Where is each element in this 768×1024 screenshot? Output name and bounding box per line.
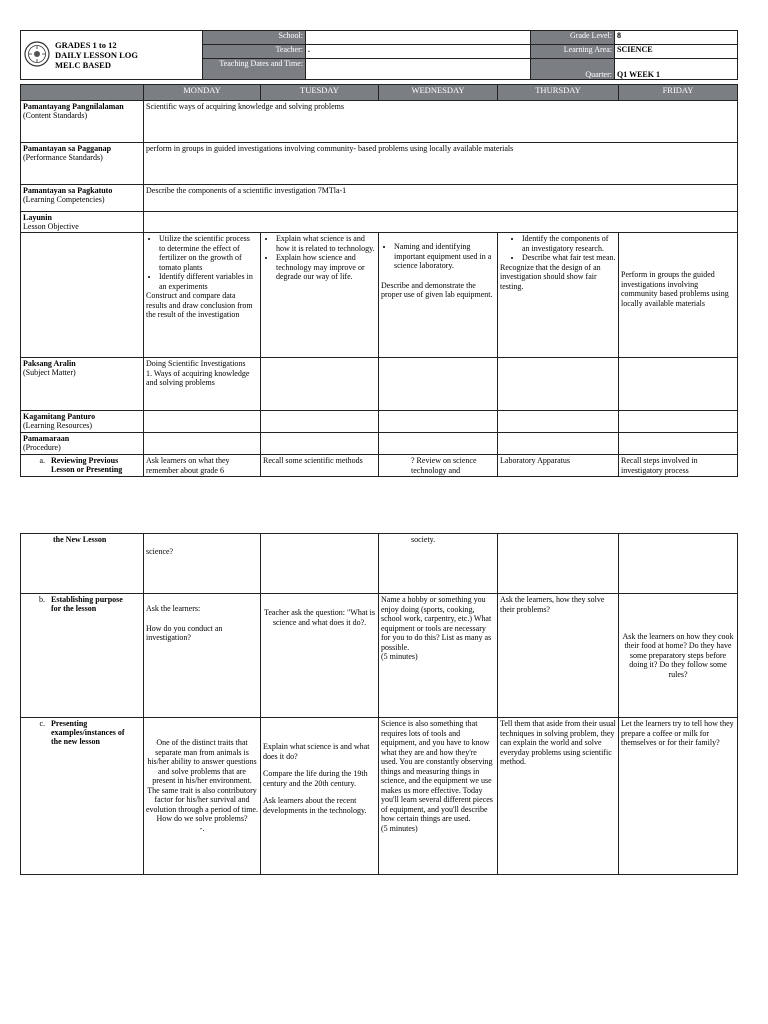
days-corner-cell <box>21 85 144 101</box>
day-header-tuesday: TUESDAY <box>261 85 379 101</box>
performance-standards-value: perform in groups in guided investigations involving community- based problems using locally available materials <box>144 143 738 185</box>
objective-blank-label <box>21 233 144 358</box>
learning-resources-monday <box>144 411 261 433</box>
subject-matter-monday: Doing Scientific Investigations 1. Ways of acquiring knowledge and solving problems <box>144 358 261 411</box>
learning-resources-label: Kagamitang Panturo (Learning Resources) <box>21 411 144 433</box>
purpose-thursday: Ask the learners, how they solve their problems? <box>498 594 619 718</box>
subject-matter-wednesday <box>379 358 498 411</box>
reviewing-friday: Recall steps involved in investigatory process <box>619 455 738 477</box>
procedure-thursday <box>498 433 619 455</box>
learning-competencies-value: Describe the components of a scientific investigation 7MTla-1 <box>144 185 738 212</box>
learning-resources-tuesday <box>261 411 379 433</box>
school-value <box>306 31 531 45</box>
content-standards-label: Pamantayang Pangnilalaman (Content Standards) <box>21 101 144 143</box>
learning-resources-friday <box>619 411 738 433</box>
procedure-friday <box>619 433 738 455</box>
objective-wednesday-item: • Naming and identifying important equipment used in a science laboratory. <box>394 242 495 271</box>
header-title-cell <box>21 31 203 80</box>
objective-thursday-item: • Identify the components of an investigatory research. <box>522 234 616 253</box>
teaching-dates-value <box>306 59 531 80</box>
teaching-dates-label: Teaching Dates and Time: <box>203 59 306 80</box>
procedure-tuesday <box>261 433 379 455</box>
lesson-log-table-page2 <box>20 533 738 875</box>
grade-level-value: 8 <box>615 31 738 45</box>
presenting-monday: One of the distinct traits that separate man from animals is his/her ability to answer questions and solve problems that are present in his/her environment. The same trait is also contributory factor for his/her survival and evolution through a period of time. How do we solve problems? -. <box>144 718 261 875</box>
purpose-friday: Ask the learners on how they cook their food at home? Do they have some preparatory steps before doing it? Do they follow some rules? <box>619 594 738 718</box>
objective-monday-item: • Utilize the scientific process to determine the effect of fertilizer on the growth of tomato plants <box>159 234 258 272</box>
objective-thursday-text: Recognize that the design of an investigation should show fair testing. <box>500 262 601 291</box>
day-header-thursday: THURSDAY <box>498 85 619 101</box>
subject-matter-thursday <box>498 358 619 411</box>
learning-competencies-label: Pamantayan sa Pagkatuto (Learning Competencies) <box>21 185 144 212</box>
objective-friday <box>619 233 738 358</box>
reviewing-tuesday-cont <box>261 534 379 594</box>
performance-standards-label: Pamantayan sa Pagganap (Performance Standards) <box>21 143 144 185</box>
purpose-wednesday: Name a hobby or something you enjoy doing (sports, cooking, school work, carpentry, etc.) What equipment or tools are necessary for you to do this? List as many as possible. (5 minutes) <box>379 594 498 718</box>
reviewing-friday-cont <box>619 534 738 594</box>
lesson-log-table-page1 <box>20 84 738 477</box>
subject-matter-label: Paksang Aralin (Subject Matter) <box>21 358 144 411</box>
reviewing-thursday: Laboratory Apparatus <box>498 455 619 477</box>
objective-thursday <box>498 233 619 358</box>
reviewing-wednesday-cont: society. <box>379 534 498 594</box>
subject-matter-friday <box>619 358 738 411</box>
objective-wednesday <box>379 233 498 358</box>
lesson-objective-spacer <box>144 212 738 233</box>
purpose-monday: Ask the learners: How do you conduct an investigation? <box>144 594 261 718</box>
day-header-friday: FRIDAY <box>619 85 738 101</box>
deped-seal-icon <box>24 41 50 70</box>
purpose-tuesday: Teacher ask the question: "What is science and what does it do?. <box>261 594 379 718</box>
learning-resources-thursday <box>498 411 619 433</box>
day-header-wednesday: WEDNESDAY <box>379 85 498 101</box>
objective-monday <box>144 233 261 358</box>
teacher-value: . <box>306 45 531 59</box>
header-table <box>20 30 738 80</box>
presenting-tuesday: Explain what science is and what does it do? Compare the life during the 19th century and the 20th century. Ask learners about the recent developments in the technology. <box>261 718 379 875</box>
procedure-label: Pamamaraan (Procedure) <box>21 433 144 455</box>
learning-area-value: SCIENCE <box>615 45 738 59</box>
quarter-value: Q1 WEEK 1 <box>615 59 738 80</box>
header-title-line3: MELC BASED <box>55 60 111 70</box>
header-title-line1: GRADES 1 to 12 <box>55 40 117 50</box>
presenting-wednesday: Science is also something that requires lots of tools and equipment, and you have to know what they are and how they're used. You are constantly observing things and measuring things in science, and the equipment we use makes us more effective. Today you'll learn several different pieces of equipment, and you'll describe how certain things are used. (5 minutes) <box>379 718 498 875</box>
reviewing-monday-cont: science? <box>144 534 261 594</box>
learning-area-label: Learning Area: <box>531 45 615 59</box>
objective-friday-text: Perform in groups the guided investigations involving community based problems using locally available materials <box>621 270 729 308</box>
reviewing-thursday-cont <box>498 534 619 594</box>
objective-tuesday-item: • Explain how science and technology may improve or degrade our way of life. <box>276 253 376 282</box>
procedure-wednesday <box>379 433 498 455</box>
quarter-label: Quarter: <box>531 59 615 80</box>
learning-resources-wednesday <box>379 411 498 433</box>
reviewing-monday: Ask learners on what they remember about grade 6 <box>144 455 261 477</box>
procedure-monday <box>144 433 261 455</box>
school-label: School: <box>203 31 306 45</box>
reviewing-tuesday: Recall some scientific methods <box>261 455 379 477</box>
grade-level-label: Grade Level: <box>531 31 615 45</box>
content-standards-value: Scientific ways of acquiring knowledge and solving problems <box>144 101 738 143</box>
reviewing-wednesday: ? Review on science technology and <box>379 455 498 477</box>
objective-thursday-item: • Describe what fair test mean. <box>522 253 616 263</box>
day-header-monday: MONDAY <box>144 85 261 101</box>
establishing-purpose-label: b. Establishing purpose for the lesson <box>21 594 144 718</box>
objective-monday-text: Construct and compare data results and draw conclusion from the result of the investigation <box>146 291 253 319</box>
objective-tuesday-item: • Explain what science is and how it is related to technology. <box>276 234 376 253</box>
subject-matter-tuesday <box>261 358 379 411</box>
presenting-thursday: Tell them that aside from their usual techniques in solving problem, they can explain the world and solve everyday problems using scientific method. <box>498 718 619 875</box>
objective-tuesday <box>261 233 379 358</box>
lesson-objective-label: Layunin Lesson Objective <box>21 212 144 233</box>
presenting-examples-label: c. Presenting examples/instances of the new lesson <box>21 718 144 875</box>
header-title-line2: DAILY LESSON LOG <box>55 50 138 60</box>
objective-monday-item: • Identify different variables in an experiments <box>159 272 258 291</box>
objective-wednesday-text: Describe and demonstrate the proper use of given lab equipment. <box>381 280 493 299</box>
teacher-label: Teacher: <box>203 45 306 59</box>
presenting-friday: Let the learners try to tell how they prepare a coffee or milk for themselves or for their family? <box>619 718 738 875</box>
reviewing-lesson-label: a. Reviewing Previous Lesson or Presenting <box>21 455 144 477</box>
reviewing-lesson-label-cont: the New Lesson <box>21 534 144 594</box>
